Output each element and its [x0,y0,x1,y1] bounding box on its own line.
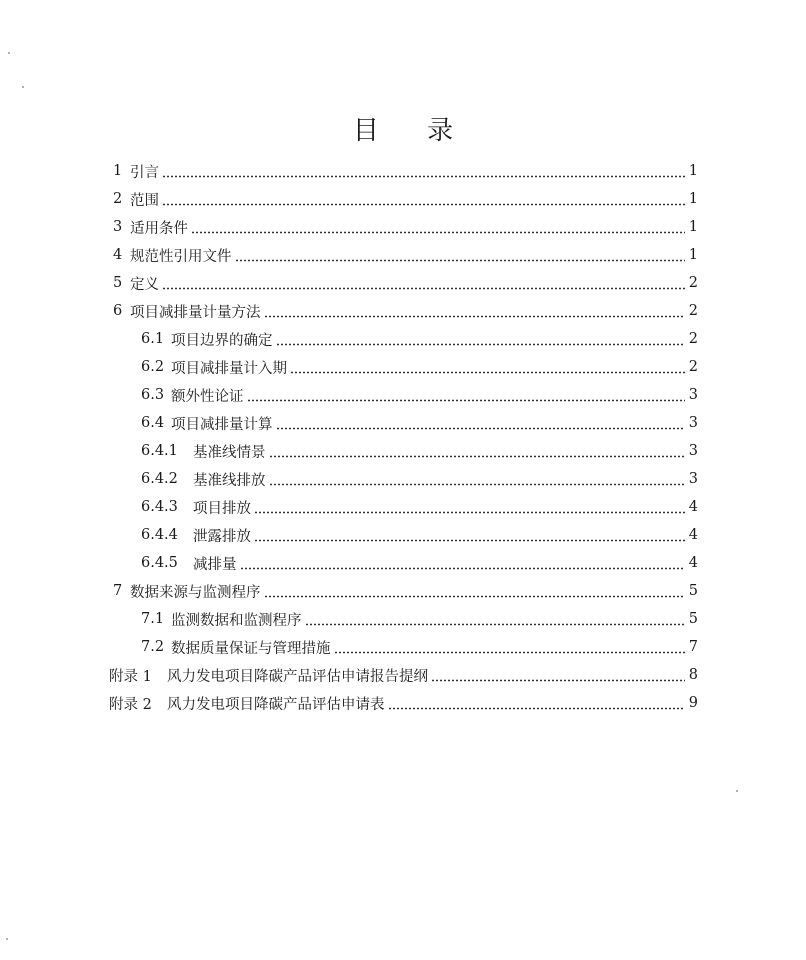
toc-entry[interactable] [141,521,698,549]
toc-dot-leader [269,472,686,486]
toc-dot-leader [162,192,685,206]
toc-entry-number: 6.3 [141,387,165,403]
toc-entry-page: 3 [688,387,698,403]
scan-speck [22,86,24,88]
toc-entry-number: 6.4.3 [141,499,178,515]
toc-entry-label: 项目边界的确定 [171,332,273,349]
toc-entry[interactable] [109,661,698,689]
toc-entry-number: 2 [113,191,123,207]
toc-entry[interactable] [141,549,698,577]
toc-entry-label: 监测数据和监测程序 [171,612,302,629]
toc-entry[interactable] [113,213,698,241]
toc-entry-label: 风力发电项目降碳产品评估申请报告提纲 [167,668,428,685]
toc-entry-page: 5 [688,611,698,627]
toc-dot-leader [264,584,686,598]
toc-entry[interactable] [141,409,698,437]
toc-entry-page: 3 [688,471,698,487]
toc-entry-number: 6.1 [141,331,165,347]
toc-dot-leader [334,640,686,654]
toc-entry-number: 7.2 [141,639,165,655]
scan-speck [6,938,8,940]
toc-entry-number: 6.4.5 [141,555,178,571]
toc-entry-number: 7.1 [141,611,165,627]
toc-entry[interactable] [141,465,698,493]
toc-entry-number: 5 [113,275,123,291]
scan-speck [8,52,10,54]
toc-entry-label: 风力发电项目降碳产品评估申请表 [167,696,385,713]
toc-entry-page: 3 [688,415,698,431]
toc-dot-leader [191,220,685,234]
toc-entry-number: 6.4.4 [141,527,178,543]
toc-entry-page: 7 [688,639,698,655]
toc-entry-page: 5 [688,583,698,599]
toc-entry-label: 定义 [130,276,159,293]
toc-entry-label: 引言 [130,164,159,181]
toc-entry-label: 减排量 [193,556,237,573]
toc-entry-number: 附录 2 [109,696,152,713]
toc-entry[interactable] [113,157,698,185]
toc-entry-number: 3 [113,219,123,235]
scan-speck [736,790,738,792]
toc-entry-number: 6 [113,303,123,319]
toc-entry-page: 1 [688,219,698,235]
toc-entry-label: 规范性引用文件 [130,248,232,265]
toc-entry-page: 2 [688,275,698,291]
toc-entry[interactable] [113,269,698,297]
toc-dot-leader [162,276,685,290]
toc-entry-label: 项目排放 [193,500,251,517]
toc-entry-page: 4 [688,555,698,571]
toc-entry[interactable] [141,325,698,353]
toc-entry-label: 数据来源与监测程序 [130,584,261,601]
toc-dot-leader [388,696,686,710]
toc-entry-number: 4 [113,247,123,263]
toc-entry-page: 2 [688,331,698,347]
toc-entry-page: 1 [688,191,698,207]
toc-entry-page: 9 [688,695,698,711]
toc-entry[interactable] [113,185,698,213]
page-title: 目 录 [352,116,474,146]
toc-entry-page: 2 [688,359,698,375]
toc-entry[interactable] [113,297,698,325]
toc-dot-leader [240,556,686,570]
toc-entry-page: 3 [688,443,698,459]
toc-entry-label: 项目减排量计算 [171,416,273,433]
toc-dot-leader [431,668,685,682]
toc-entry-number: 6.2 [141,359,165,375]
toc-entry-label: 项目减排量计入期 [171,360,287,377]
toc-dot-leader [254,500,685,514]
toc-entry[interactable] [113,577,698,605]
toc-dot-leader [247,388,686,402]
toc-entry-page: 2 [688,303,698,319]
toc-entry[interactable] [141,493,698,521]
toc-entry-page: 4 [688,527,698,543]
toc-dot-leader [162,164,685,178]
toc-entry-number: 附录 1 [109,668,152,685]
toc-entry[interactable] [141,381,698,409]
toc-entry-number: 7 [113,583,123,599]
toc-dot-leader [235,248,686,262]
toc-dot-leader [269,444,686,458]
toc-entry-page: 1 [688,247,698,263]
toc-dot-leader [254,528,685,542]
toc-entry[interactable] [141,605,698,633]
toc-entry-number: 6.4.1 [141,443,178,459]
toc-entry[interactable] [109,689,698,717]
toc-entry[interactable] [141,437,698,465]
toc-entry-label: 适用条件 [130,220,188,237]
toc-entry-label: 项目减排量计量方法 [130,304,261,321]
toc-entry[interactable] [141,633,698,661]
toc-dot-leader [264,304,686,318]
toc-entry-label: 基准线排放 [193,472,266,489]
toc-entry-label: 基准线情景 [193,444,266,461]
toc-dot-leader [305,612,686,626]
toc-entry-label: 泄露排放 [193,528,251,545]
toc-entry[interactable] [141,353,698,381]
toc-entry-number: 1 [113,163,123,179]
toc-entry-label: 数据质量保证与管理措施 [171,640,331,657]
toc-entry-number: 6.4.2 [141,471,178,487]
toc-entry-page: 4 [688,499,698,515]
toc-entry-page: 8 [688,667,698,683]
toc-entry-label: 范围 [130,192,159,209]
toc-dot-leader [276,416,686,430]
toc-entry[interactable] [113,241,698,269]
toc-entry-page: 1 [688,163,698,179]
toc-dot-leader [276,332,686,346]
toc-entry-number: 6.4 [141,415,165,431]
toc-dot-leader [290,360,685,374]
toc-entry-label: 额外性论证 [171,388,244,405]
